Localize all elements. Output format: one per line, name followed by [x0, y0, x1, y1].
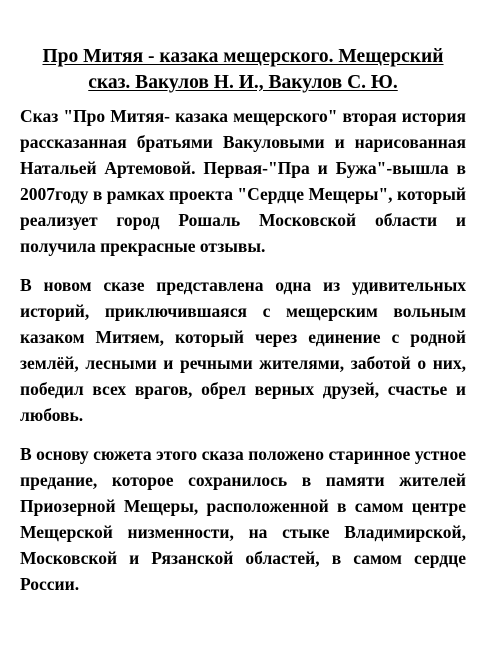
document-page	[20, 44, 466, 610]
paragraph-2: В новом сказе представлена одна из удивительных историй, приключившаяся с мещерским вольным казаком Митяем, который через единение с родной землёй, лесными и речными жителями, заботой о них, победил всех врагов, обрел верных друзей, счастье и любовь.	[20, 275, 466, 425]
document-title: Про Митяя - казака мещерского. Мещерский сказ. Вакулов Н. И., Вакулов С. Ю.	[42, 46, 444, 93]
paragraph-3: В основу сюжета этого сказа положено старинное устное предание, которое сохранилось в памяти жителей Приозерной Мещеры, расположенной в самом центре Мещерской низменности, на стыке Владимирской, Московской и Рязанской областей, в самом сердце России.	[20, 444, 466, 594]
paragraph-1: Сказ "Про Митяя- казака мещерского" вторая история рассказанная братьями Вакуловыми и нарисованная Натальей Артемовой. Первая-"Пра и Бужа"-вышла в 2007году в рамках проекта "Сердце Мещеры", который реализует город Рошаль Московской области и получила прекрасные отзывы.	[20, 106, 466, 256]
